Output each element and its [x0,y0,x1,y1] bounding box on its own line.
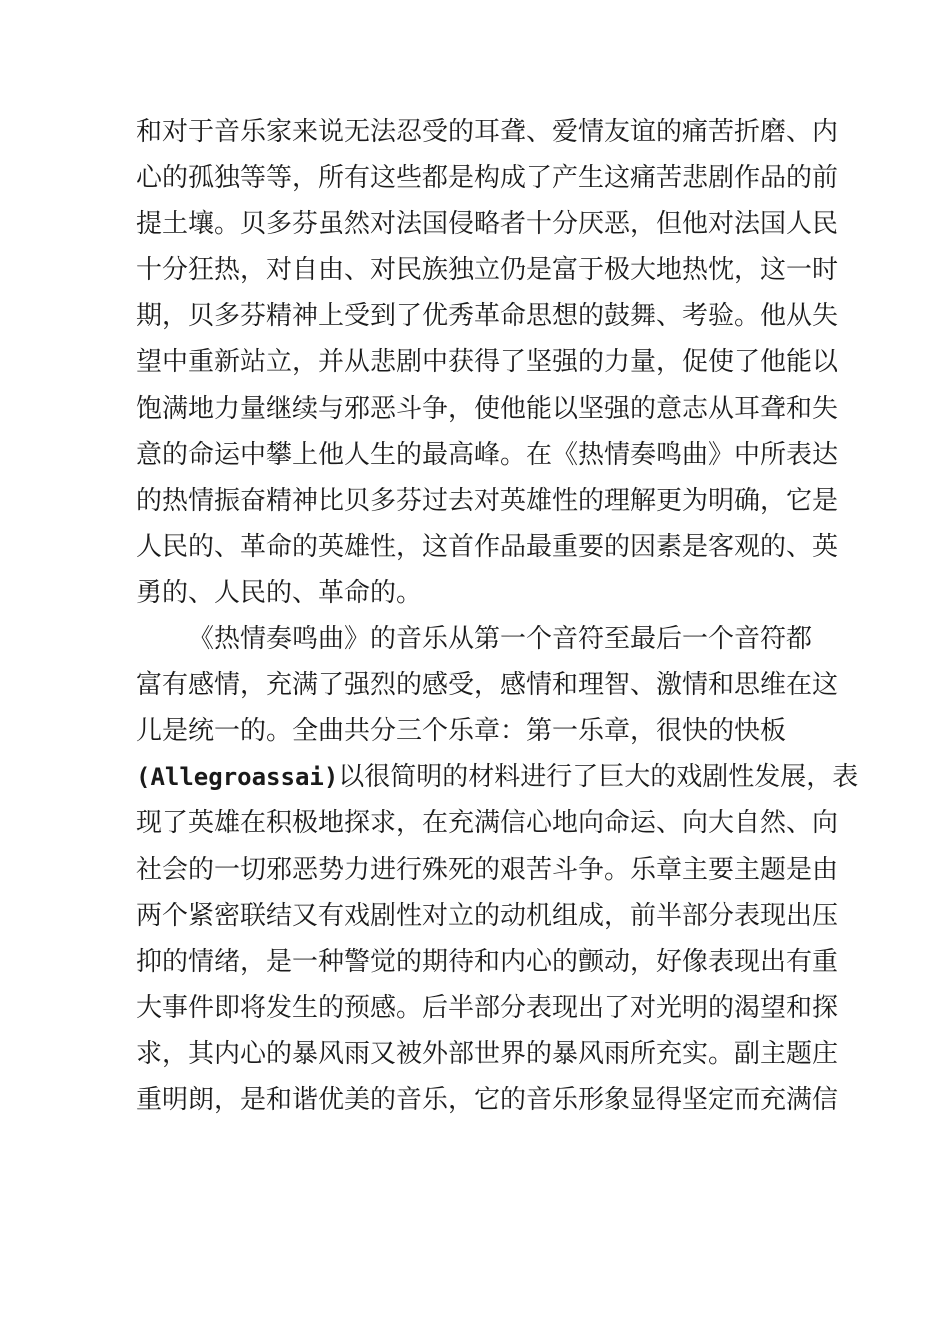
text-line: 提土壤。贝多芬虽然对法国侵略者十分厌恶，但他对法国人民 [136,209,839,240]
paragraph-first-line: 《热情奏鸣曲》的音乐从第一个音符至最后一个音符都 [188,624,813,655]
latin-term: (Allegroassai) [136,763,339,792]
text-line: 期，贝多芬精神上受到了优秀革命思想的鼓舞、考验。他从失 [136,301,839,332]
text-line: 大事件即将发生的预感。后半部分表现出了对光明的渴望和探 [136,992,839,1023]
text-line: 勇的、人民的、革命的。 [136,577,423,608]
text-line: 现了英雄在积极地探求，在充满信心地向命运、向大自然、向 [136,808,839,839]
text-line: 和对于音乐家来说无法忍受的耳聋、爱情友谊的痛苦折磨、内 [136,117,839,147]
text-line: 儿是统一的。全曲共分三个乐章：第一乐章，很快的快板 [136,716,787,747]
text-line: 重明朗，是和谐优美的音乐，它的音乐形象显得坚定而充满信 [136,1084,839,1115]
text-line: 饱满地力量继续与邪恶斗争，使他能以坚强的意志从耳聋和失 [136,393,839,424]
text-line: 两个紧密联结又有戏剧性对立的动机组成，前半部分表现出压 [136,900,839,931]
document-body [136,109,859,1123]
text-line-with-latin [136,754,859,800]
text-line: 求，其内心的暴风雨又被外部世界的暴风雨所充实。副主题庄 [136,1038,839,1069]
text-line: 抑的情绪，是一种警觉的期待和内心的颤动，好像表现出有重 [136,946,839,977]
text-line: 的热情振奋精神比贝多芬过去对英雄性的理解更为明确，它是 [136,485,839,516]
text-line: 望中重新站立，并从悲剧中获得了坚强的力量，促使了他能以 [136,347,839,378]
text-line: 社会的一切邪恶势力进行殊死的艰苦斗争。乐章主要主题是由 [136,854,839,885]
text-line: 意的命运中攀上他人生的最高峰。在《热情奏鸣曲》中所表达 [136,439,839,470]
text-line: 十分狂热，对自由、对民族独立仍是富于极大地热忱，这一时 [136,255,839,286]
text-line: 心的孤独等等，所有这些都是构成了产生这痛苦悲剧作品的前 [136,163,839,194]
text-line-rest: 以很简明的材料进行了巨大的戏剧性发展，表 [338,762,859,793]
text-line: 人民的、革命的英雄性，这首作品最重要的因素是客观的、英 [136,531,839,562]
text-line: 富有感情，充满了强烈的感受，感情和理智、激情和思维在这 [136,670,839,701]
